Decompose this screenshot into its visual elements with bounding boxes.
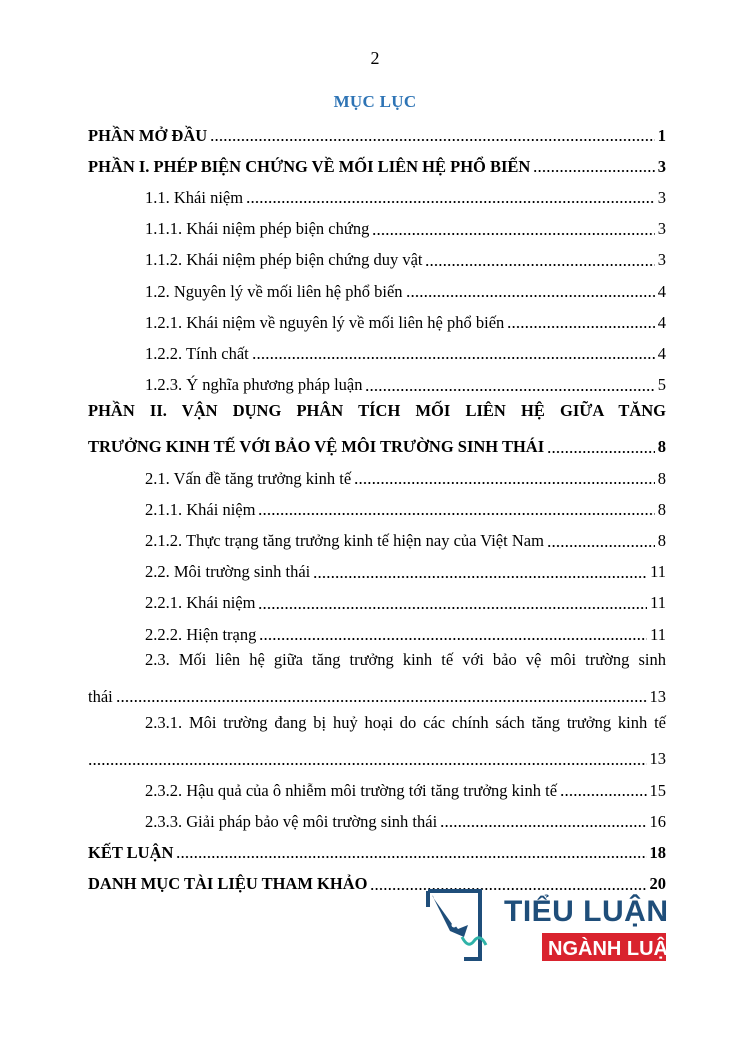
toc-entry-page: 8	[657, 437, 666, 457]
logo-graphic	[424, 885, 681, 965]
toc-entry-1-1-1[interactable]	[88, 214, 666, 245]
toc-entry-1-1[interactable]	[88, 182, 666, 213]
toc-entry-text: 2.1. Vấn đề tăng trưởng kinh tế	[145, 468, 352, 488]
dot-leader	[258, 513, 654, 515]
toc-entry-page: 11	[650, 562, 666, 582]
dot-leader	[507, 326, 654, 328]
toc-entry-2-3-line2[interactable]	[88, 681, 666, 712]
toc-title: MỤC LỤC	[333, 92, 417, 111]
toc-entry-text: 2.3.2. Hậu quả của ô nhiễm môi trường tới tăng trưởng kinh tế	[145, 780, 558, 800]
toc-entry-phan-2-line1[interactable]	[88, 401, 666, 432]
dot-leader	[246, 201, 655, 203]
toc-entry-text: PHẦN II. VẬN DỤNG PHÂN TÍCH MỐI LIÊN HỆ GIỮA TĂNG	[88, 400, 666, 420]
dot-leader	[116, 700, 647, 702]
toc-entry-page: 15	[649, 780, 666, 800]
dot-leader	[406, 295, 655, 297]
toc-entry-text: 1.2.3. Ý nghĩa phương pháp luận	[145, 375, 363, 395]
toc-entry-page: 3	[657, 187, 666, 207]
dot-leader	[313, 576, 647, 578]
page-number: 2	[370, 48, 380, 68]
toc-entry-2-2-2[interactable]	[88, 619, 666, 650]
toc-entry-text: 2.2. Môi trường sinh thái	[145, 562, 311, 582]
toc-entry-text: TRƯỞNG KINH TẾ VỚI BẢO VỆ MÔI TRƯỜNG SINH THÁI	[88, 437, 545, 457]
logo-line1: TIỂU LUẬN	[504, 895, 669, 928]
toc-entry-1-2-1[interactable]	[88, 307, 666, 338]
toc-entry-page: 8	[657, 531, 666, 551]
table-of-contents	[88, 120, 666, 900]
dot-leader	[560, 794, 646, 796]
toc-entry-2-2-1[interactable]	[88, 588, 666, 619]
toc-entry-text: 1.1. Khái niệm	[145, 187, 244, 207]
toc-entry-text: PHẦN I. PHÉP BIỆN CHỨNG VỀ MỐI LIÊN HỆ PHỔ BIẾN	[88, 156, 531, 176]
dot-leader	[533, 170, 654, 172]
toc-entry-phan-mo-dau[interactable]	[88, 120, 666, 151]
toc-entry-page: 1	[657, 125, 666, 145]
dot-leader	[440, 825, 646, 827]
toc-entry-1-2[interactable]	[88, 276, 666, 307]
toc-entry-text: 2.1.1. Khái niệm	[145, 499, 256, 519]
dot-leader	[547, 545, 655, 547]
dot-leader	[425, 264, 654, 266]
tieu-luan-nganh-luat-logo	[424, 885, 681, 965]
toc-entry-page: 16	[649, 811, 666, 831]
toc-entry-2-1-2[interactable]	[88, 525, 666, 556]
toc-entry-page: 13	[649, 686, 666, 706]
toc-entry-2-3-1-line2[interactable]	[88, 744, 666, 775]
toc-entry-page: 3	[657, 219, 666, 239]
dot-leader	[372, 233, 654, 235]
toc-entry-page: 4	[657, 343, 666, 363]
dot-leader	[176, 856, 646, 858]
toc-entry-2-2[interactable]	[88, 557, 666, 588]
toc-entry-1-2-2[interactable]	[88, 338, 666, 369]
toc-entry-text: KẾT LUẬN	[88, 842, 174, 862]
toc-entry-text: 1.1.1. Khái niệm phép biện chứng	[145, 219, 370, 239]
toc-entry-text: 2.3.1. Môi trường đang bị huỷ hoại do các chính sách tăng trưởng kinh tế	[145, 712, 666, 732]
toc-entry-phan-1[interactable]	[88, 151, 666, 182]
toc-entry-page: 11	[650, 593, 666, 613]
toc-entry-2-3-2[interactable]	[88, 775, 666, 806]
toc-entry-text: 2.2.2. Hiện trạng	[145, 624, 257, 644]
toc-entry-2-3-line1[interactable]	[88, 650, 666, 681]
toc-entry-phan-2-line2[interactable]	[88, 432, 666, 463]
toc-entry-2-1[interactable]	[88, 463, 666, 494]
toc-entry-page: 3	[657, 156, 666, 176]
toc-entry-2-3-3[interactable]	[88, 806, 666, 837]
toc-entry-text: 2.3. Mối liên hệ giữa tăng trưởng kinh tế với bảo vệ môi trường sinh	[145, 650, 666, 670]
logo-line2: NGÀNH LUẬT	[548, 938, 681, 960]
toc-entry-1-1-2[interactable]	[88, 245, 666, 276]
toc-entry-text: 2.2.1. Khái niệm	[145, 593, 256, 613]
dot-leader	[547, 451, 655, 453]
toc-entry-page: 4	[657, 312, 666, 332]
toc-entry-text: 2.1.2. Thực trạng tăng trưởng kinh tế hiện nay của Việt Nam	[145, 531, 544, 551]
toc-entry-ket-luan[interactable]	[88, 837, 666, 868]
toc-entry-text: DANH MỤC TÀI LIỆU THAM KHẢO	[88, 874, 368, 894]
toc-entry-text: 1.1.2. Khái niệm phép biện chứng duy vật	[145, 250, 423, 270]
toc-entry-page: 20	[649, 874, 666, 894]
dot-leader	[259, 638, 647, 640]
dot-leader	[365, 389, 654, 391]
toc-entry-2-3-1-line1[interactable]	[88, 713, 666, 744]
toc-entry-page: 11	[650, 624, 666, 644]
toc-entry-page: 3	[657, 250, 666, 270]
toc-entry-text: thái	[88, 686, 113, 706]
dot-leader	[354, 482, 655, 484]
toc-entry-text: 1.2. Nguyên lý về mối liên hệ phổ biến	[145, 281, 403, 301]
dot-leader	[88, 763, 647, 765]
toc-entry-text: PHẦN MỞ ĐẦU	[88, 125, 208, 145]
toc-entry-page: 8	[657, 468, 666, 488]
toc-entry-page: 4	[657, 281, 666, 301]
dot-leader	[210, 139, 655, 141]
toc-entry-page: 13	[649, 749, 666, 769]
toc-entry-text: 1.2.2. Tính chất	[145, 343, 249, 363]
dot-leader	[258, 607, 647, 609]
toc-entry-page: 5	[657, 375, 666, 395]
dot-leader	[252, 357, 655, 359]
toc-entry-2-1-1[interactable]	[88, 494, 666, 525]
toc-entry-text: 2.3.3. Giải pháp bảo vệ môi trường sinh thái	[145, 811, 438, 831]
toc-entry-text: 1.2.1. Khái niệm về nguyên lý về mối liên hệ phổ biến	[145, 312, 505, 332]
pen-nib-icon	[428, 891, 486, 959]
toc-entry-1-2-3[interactable]	[88, 370, 666, 401]
toc-entry-page: 8	[657, 499, 666, 519]
toc-entry-page: 18	[649, 842, 666, 862]
